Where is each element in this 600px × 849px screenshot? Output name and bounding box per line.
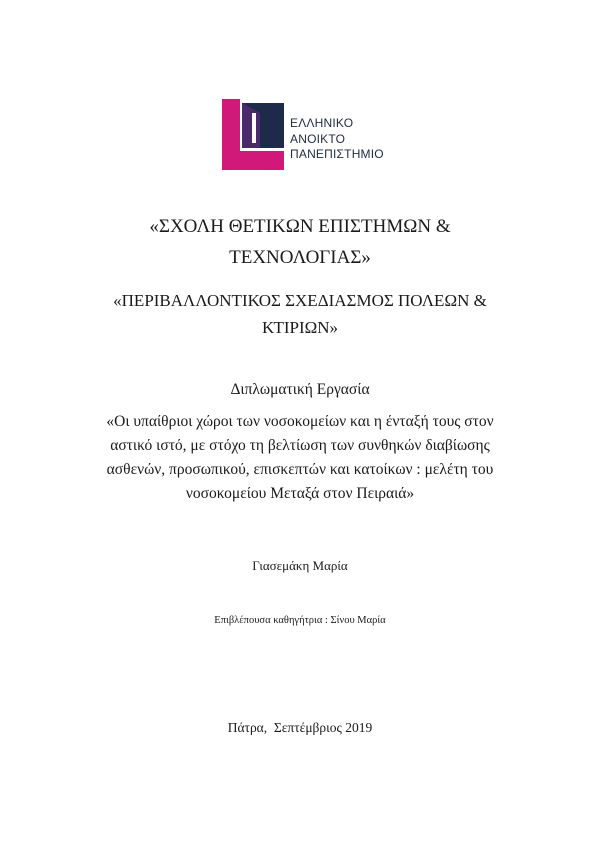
program-heading-line-2: ΚΤΙΡΙΩΝ»: [261, 318, 339, 337]
school-heading: [0, 211, 600, 273]
author-name: Γιασεμάκη Μαρία: [252, 558, 348, 573]
logo-wordmark: [290, 116, 384, 163]
logo-line-3: ΠΑΝΕΠΙΣΤΗΜΙΟ: [290, 147, 384, 161]
logo-line-2: ΑΝΟΙΚΤΟ: [290, 131, 346, 146]
thesis-type-label: Διπλωματική Εργασία: [230, 381, 370, 398]
supervisor-line: Επιβλέπουσα καθηγήτρια : Σίνου Μαρία: [214, 615, 386, 626]
university-emblem-icon: [222, 99, 284, 170]
program-heading-line-1: «ΠΕΡΙΒΑΛΛΟΝΤΙΚΟΣ ΣΧΕΔΙΑΣΜΟΣ ΠΟΛΕΩΝ &: [113, 291, 487, 310]
school-heading-line-1: «ΣΧΟΛΗ ΘΕΤΙΚΩΝ ΕΠΙΣΤΗΜΩΝ &: [149, 216, 451, 237]
thesis-title: [80, 410, 520, 506]
school-heading-line-2: ΤΕΧΝΟΛΟΓΙΑΣ»: [229, 247, 371, 268]
thesis-title-line-3: ασθενών, προσωπικού, επισκεπτών και κατοίκων : μελέτη του: [106, 461, 494, 478]
thesis-title-line-2: αστικό ιστό, με στόχο τη βελτίωση των συνθηκών διαβίωσης: [110, 437, 490, 454]
thesis-title-line-1: «Οι υπαίθριοι χώροι των νοσοκομείων και η ένταξή τους στον: [106, 413, 494, 430]
program-heading: [0, 287, 600, 341]
thesis-title-line-4: νοσοκομείου Μεταξά στον Πειραιά»: [185, 485, 415, 502]
university-logo: [222, 99, 422, 171]
logo-line-1: ΕΛΛΗΝΙΚΟ: [290, 116, 354, 130]
place-and-date: Πάτρα, Σεπτέμβριος 2019: [227, 720, 373, 735]
